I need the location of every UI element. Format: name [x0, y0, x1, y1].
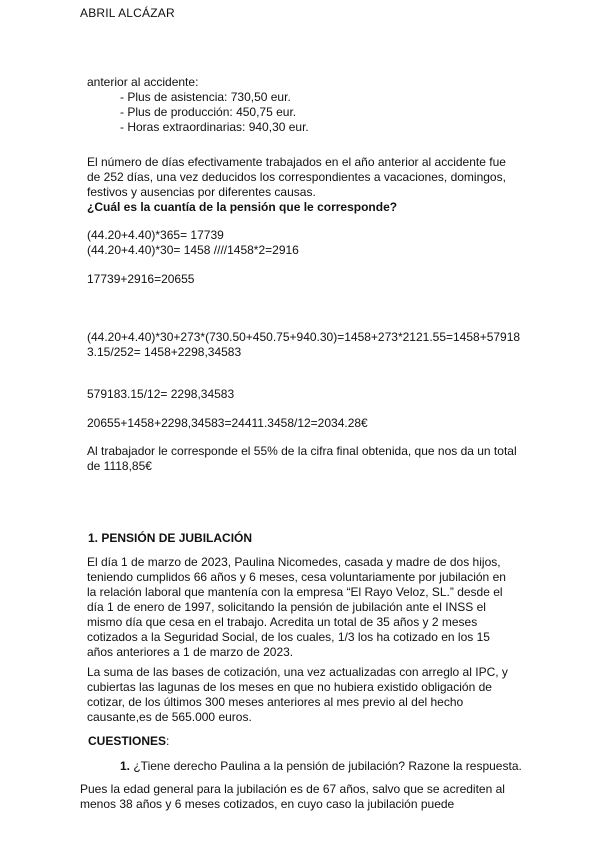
- days-paragraph: [87, 155, 527, 215]
- calc-line-4a: (44.20+4.40)*30+273*(730.50+450.75+940.30)=1458+273*2121.55=1458+57918: [87, 330, 521, 344]
- calc-line-2: (44.20+4.40)*30= 1458 ////1458*2=2916: [87, 243, 299, 257]
- paragraph-line: cotizar, de los últimos 300 meses anteriores al mes previo al del hecho: [87, 695, 464, 709]
- paragraph-line: festivos y ausencias por diferentes causas.: [87, 185, 316, 199]
- paragraph-line: Al trabajador le corresponde el 55% de la cifra final obtenida, que nos da un total: [87, 444, 517, 458]
- section-paragraph-1: [87, 555, 527, 660]
- paragraph-line: teniendo cumplidos 66 años y 6 meses, cesa voluntariamente por jubilación en: [87, 570, 506, 584]
- question-1: [120, 759, 522, 773]
- list-item-asistencia: - Plus de asistencia: 730,50 eur.: [120, 90, 291, 104]
- paragraph-line: la relación laboral que mantenía con la empresa “El Rayo Veloz, SL.” desde el: [87, 585, 503, 599]
- paragraph-line: causante,es de 565.000 euros.: [87, 710, 252, 724]
- calc-line-1: (44.20+4.40)*365= 17739: [87, 228, 224, 242]
- question-1-number: 1.: [120, 759, 131, 773]
- list-item-produccion: - Plus de producción: 450,75 eur.: [120, 105, 297, 119]
- section-title: 1. PENSIÓN DE JUBILACIÓN: [88, 531, 253, 545]
- conclusion-paragraph: [87, 444, 527, 474]
- section-paragraph-2: [87, 665, 527, 725]
- question-heading: ¿Cuál es la cuantía de la pensión que le corresponde?: [87, 200, 398, 214]
- paragraph-line: El número de días efectivamente trabajados en el año anterior al accidente fue: [87, 155, 506, 169]
- intro-block: [87, 75, 527, 135]
- page-header-author: ABRIL ALCÁZAR: [80, 6, 175, 20]
- calc-line-6: 20655+1458+2298,34583=24411.3458/12=2034.28€: [87, 416, 368, 430]
- cuestiones-heading: [88, 734, 169, 748]
- paragraph-line: años anteriores a 1 de marzo de 2023.: [87, 645, 294, 659]
- list-item-horas: - Horas extraordinarias: 940,30 eur.: [120, 120, 309, 134]
- paragraph-line: de 252 días, una vez deducidos los correspondientes a vacaciones, domingos,: [87, 170, 506, 184]
- paragraph-line: día 1 de enero de 1997, solicitando la pensión de jubilación ante el INSS el: [87, 600, 486, 614]
- paragraph-line: menos 38 años y 6 meses cotizados, en cuyo caso la jubilación puede: [80, 797, 455, 811]
- calc-line-3: 17739+2916=20655: [87, 272, 195, 286]
- paragraph-line: cotizados a la Seguridad Social, de los cuales, 1/3 los ha cotizado en los 15: [87, 630, 490, 644]
- question-1-text: ¿Tiene derecho Paulina a la pensión de jubilación? Razone la respuesta.: [130, 759, 522, 773]
- calc-line-5: 579183.15/12= 2298,34583: [87, 387, 235, 401]
- paragraph-line: La suma de las bases de cotización, una vez actualizadas con arreglo al IPC, y: [87, 665, 508, 679]
- paragraph-line: de 1118,85€: [87, 459, 152, 473]
- paragraph-line: Pues la edad general para la jubilación es de 67 años, salvo que se acrediten al: [80, 782, 505, 796]
- cuestiones-colon: :: [166, 734, 170, 748]
- paragraph-line: El día 1 de marzo de 2023, Paulina Nicomedes, casada y madre de dos hijos,: [87, 555, 501, 569]
- answer-paragraph: [80, 782, 520, 812]
- paragraph-line: cubiertas las lagunas de los meses en que no hubiera existido obligación de: [87, 680, 492, 694]
- paragraph-line: mismo día que cesa en el trabajo. Acredita un total de 35 años y 2 meses: [87, 615, 478, 629]
- intro-lead: anterior al accidente:: [87, 75, 199, 89]
- cuestiones-label: CUESTIONES: [88, 734, 167, 748]
- calc-line-4: [87, 330, 527, 360]
- calc-line-4b: 3.15/252= 1458+2298,34583: [87, 345, 242, 359]
